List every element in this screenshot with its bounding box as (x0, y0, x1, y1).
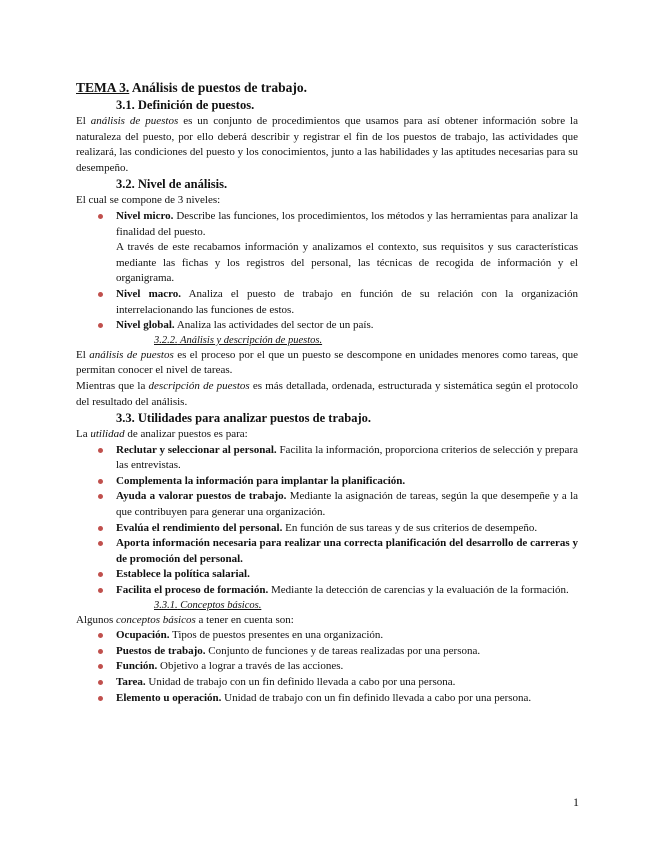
text-run: a tener en cuenta son: (195, 613, 294, 626)
paragraph-analisis (76, 348, 578, 379)
emphasis: descripción de puestos (148, 379, 250, 392)
item-term: Función. (116, 660, 158, 673)
item-text: Objetivo a lograr a través de las acciones. (157, 660, 344, 673)
bullet-icon (98, 479, 103, 484)
text-run: La (76, 428, 91, 441)
title-text: Análisis de puestos de trabajo. (129, 80, 308, 95)
heading-number: 3.3.1. (154, 599, 178, 611)
text-run: es el proceso por el que un puesto se descompone en unidades menores como tareas, que permitan conocer el nivel de tareas. (76, 348, 578, 377)
paragraph-micro-extra: A través de este recabamos información y analizamos el contexto, sus requisitos y sus características mediante las fichas y los registros del personal, las técnicas de recogida de información y el organigrama. (116, 241, 578, 285)
list-niveles-cont (76, 287, 578, 334)
emphasis: conceptos básicos (116, 613, 196, 626)
title-prefix: TEMA 3. (76, 80, 130, 95)
item-term: Reclutar y seleccionar al personal. (116, 443, 277, 456)
section-heading-3-3: 3.3. Utilidades para analizar puestos de trabajo. (116, 411, 371, 426)
item-term: Nivel global. (116, 319, 175, 332)
list-item (76, 474, 578, 490)
section-heading-3-1: 3.1. Definición de puestos. (116, 98, 255, 112)
item-text: Analiza las actividades del sector de un país. (174, 319, 374, 332)
item-term: Facilita el proceso de formación. (116, 584, 269, 597)
list-item (76, 644, 578, 660)
text-run: El (76, 348, 90, 361)
bullet-icon (98, 494, 103, 499)
bullet-icon (98, 572, 103, 577)
list-item (76, 536, 578, 567)
bullet-icon (98, 292, 103, 297)
bullet-icon (98, 680, 103, 685)
item-text: Tipos de puestos presentes en una organización. (169, 629, 384, 642)
item-text: Facilita la información, proporciona criterios de selección y prepara las entrevistas. (116, 443, 578, 472)
list-item (76, 628, 578, 644)
text-run: El (76, 115, 91, 127)
item-text: Mediante la detección de carencias y la evaluación de la formación. (268, 584, 569, 597)
document-page (76, 79, 578, 706)
item-text: Mediante la asignación de tareas, según la que desempeñe y a la que contribuyen para generar una organización. (116, 490, 579, 519)
list-item (76, 287, 578, 318)
item-term: Establece la política salarial. (116, 568, 250, 581)
bullet-icon (98, 696, 103, 701)
list-item (76, 489, 578, 520)
bullet-icon (98, 664, 103, 669)
paragraph-descripcion (76, 379, 578, 410)
list-utilidades (76, 443, 578, 599)
item-text: Analiza el puesto de trabajo en función de su relación con la organización interrelacionando las funciones de estos. (116, 287, 578, 316)
bullet-icon (98, 649, 103, 654)
item-term: Tarea. (116, 676, 146, 688)
list-item (76, 583, 578, 599)
item-text: Unidad de trabajo con un fin definido llevada a cabo por una persona. (221, 691, 532, 704)
text-run: Algunos (76, 613, 117, 626)
list-item (76, 521, 578, 537)
item-term: Nivel micro. (116, 209, 174, 222)
list-niveles (76, 209, 578, 240)
paragraph-definicion (76, 114, 578, 176)
emphasis: análisis de puestos (90, 115, 179, 127)
document-title (76, 79, 578, 96)
emphasis: utilidad (90, 428, 125, 441)
section-heading-3-2: 3.2. Nivel de análisis. (116, 177, 228, 192)
item-term: Complementa la información para implantar la planificación. (116, 474, 406, 487)
bullet-icon (98, 588, 103, 593)
text-run: de analizar puestos es para: (124, 428, 248, 441)
item-text: Conjunto de funciones y de tareas realizadas por una persona. (205, 644, 481, 657)
list-item (76, 659, 578, 675)
item-term: Ocupación. (116, 629, 170, 642)
item-term: Aporta información necesaria para realizar una correcta planificación del desarrollo de carreras y de promoción del personal. (116, 537, 578, 565)
list-item (76, 675, 578, 691)
text-run: es un conjunto de procedimientos que usamos para así obtener información sobre la naturaleza del puesto, por ello deberá describir y registrar el fin de los puestos de trabajo, las actividades que realizará, las condiciones del puesto y los conocimientos, junto a las habilidades y las aptitudes necesarias para su desempeño. (76, 115, 578, 174)
item-term: Puestos de trabajo. (116, 644, 206, 657)
item-term: Evalúa el rendimiento del personal. (116, 521, 283, 534)
item-term: Elemento u operación. (116, 691, 222, 704)
emphasis: análisis de puestos (89, 348, 174, 361)
page-number: 1 (573, 795, 579, 809)
list-item (76, 443, 578, 474)
subsection-heading-3-2-2 (76, 334, 578, 348)
heading-text: Conceptos básicos. (180, 599, 262, 611)
paragraph-niveles-intro: El cual se compone de 3 niveles: (76, 194, 221, 207)
item-term: Nivel macro. (116, 287, 182, 300)
list-item (76, 209, 578, 240)
bullet-icon (98, 541, 103, 546)
item-term: Ayuda a valorar puestos de trabajo. (116, 490, 287, 503)
bullet-icon (98, 214, 103, 219)
list-item (76, 691, 578, 707)
list-conceptos (76, 628, 578, 706)
list-item (76, 318, 578, 334)
item-text: Unidad de trabajo con un fin definido llevada a cabo por una persona. (145, 676, 456, 688)
paragraph-utilidad-intro (76, 427, 578, 443)
bullet-icon (98, 323, 103, 328)
heading-text: Análisis y descripción de puestos. (180, 334, 323, 346)
bullet-icon (98, 633, 103, 638)
subsection-heading-3-3-1 (76, 599, 578, 613)
item-text: En función de sus tareas y de sus criterios de desempeño. (282, 521, 538, 534)
heading-number: 3.2.2. (154, 334, 178, 346)
list-item (76, 567, 578, 583)
text-run: es más detallada, ordenada, estructurada y sistemática según el protocolo del resultado del análisis. (76, 379, 578, 408)
text-run: Mientras que la (76, 379, 149, 392)
bullet-icon (98, 526, 103, 531)
item-text: Describe las funciones, los procedimientos, los métodos y las herramientas para analizar la finalidad del puesto. (116, 209, 578, 238)
bullet-icon (98, 448, 103, 453)
paragraph-conceptos-intro (76, 613, 578, 629)
